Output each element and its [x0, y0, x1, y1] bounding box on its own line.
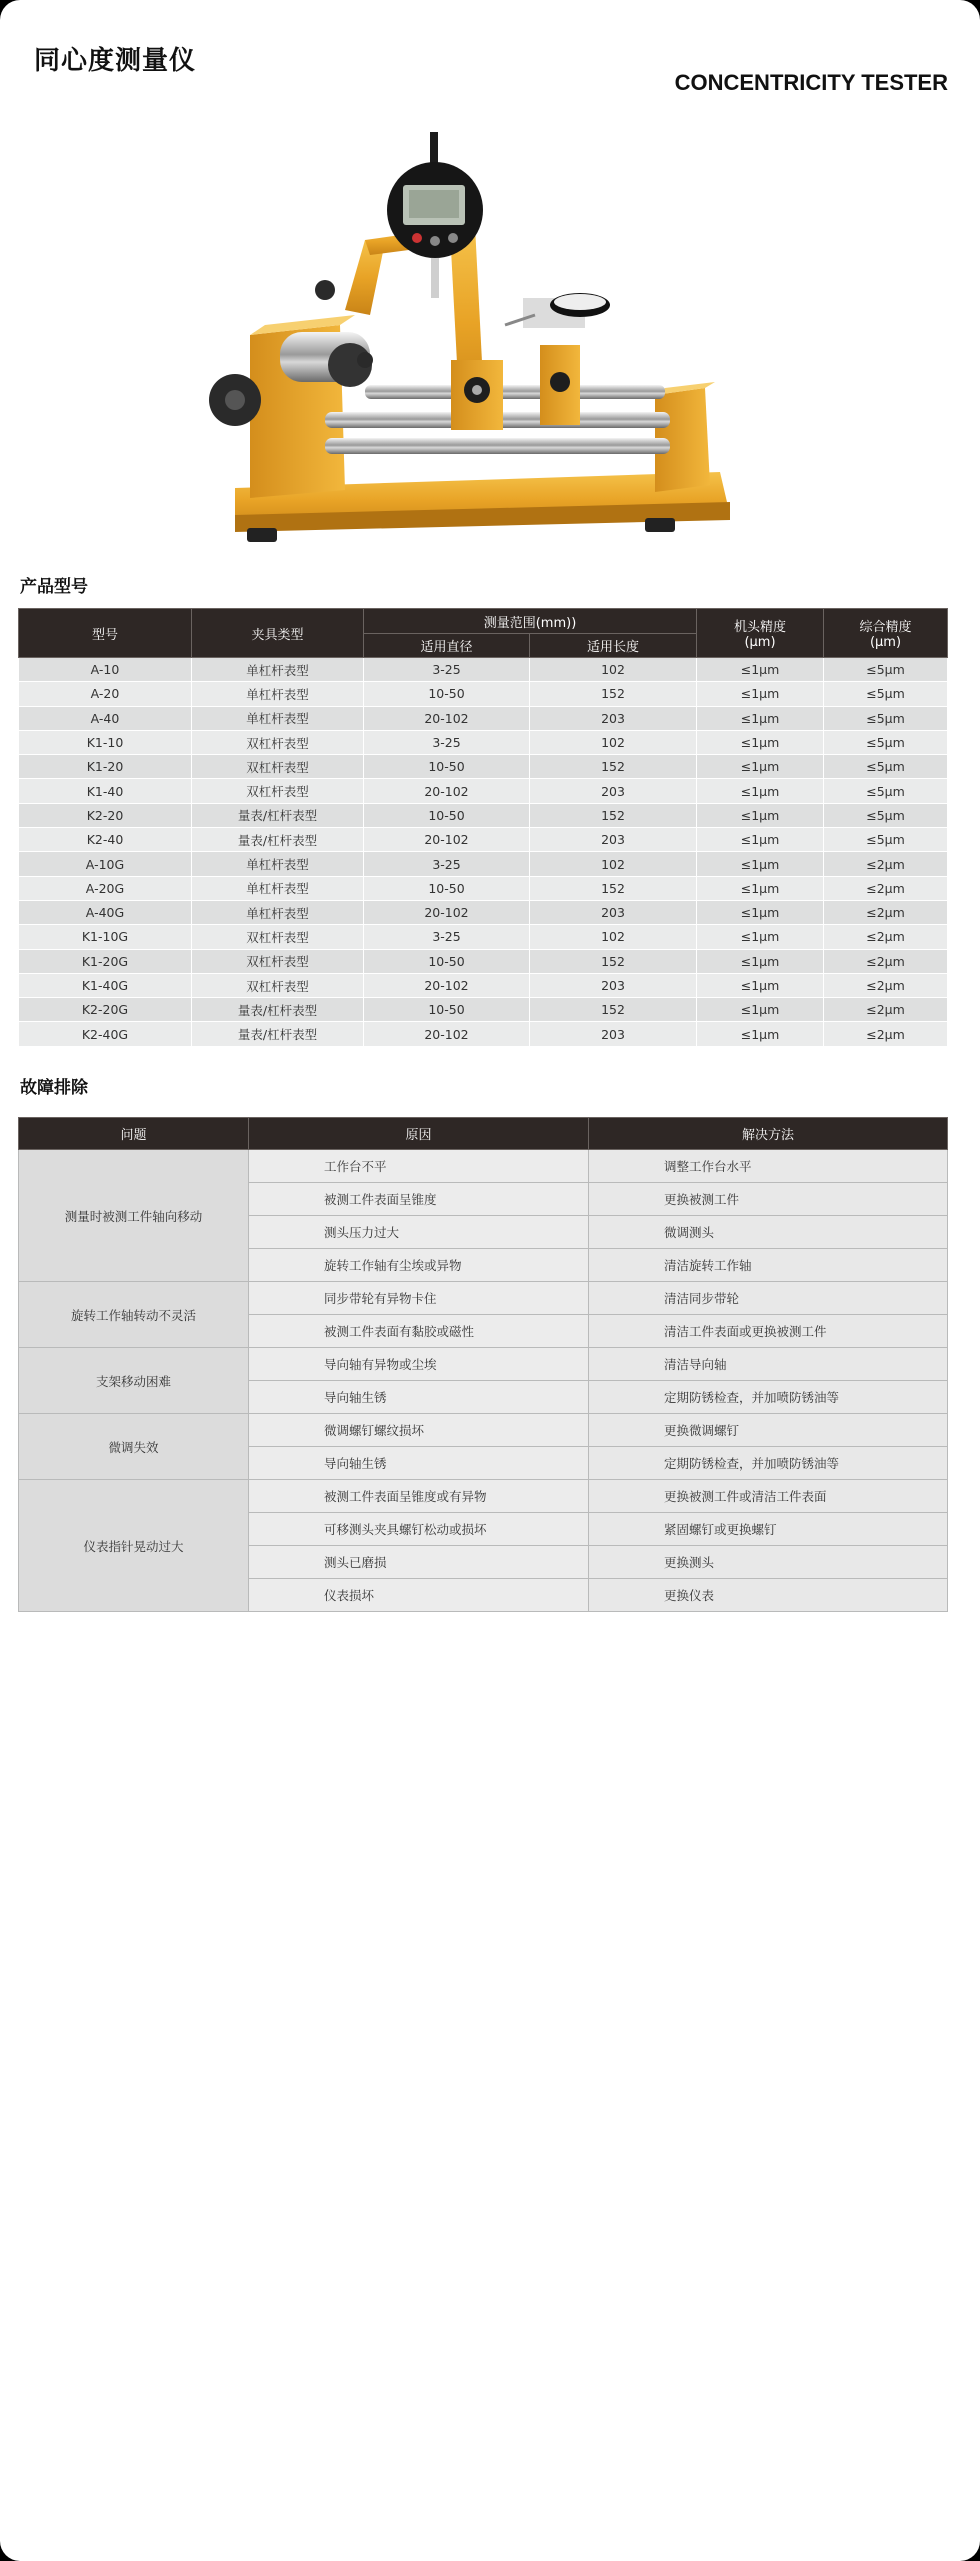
- cell-solution: 调整工作台水平: [589, 1150, 948, 1183]
- product-photo: [205, 120, 745, 560]
- cell-problem: 仪表指针晃动过大: [19, 1480, 249, 1612]
- cell-head-precision: ≤1μm: [697, 730, 824, 754]
- cell-cause: 测头压力过大: [249, 1216, 589, 1249]
- col-header-overall-precision-line2: (μm): [869, 635, 902, 650]
- cell-length: 152: [530, 682, 697, 706]
- cell-head-precision: ≤1μm: [697, 925, 824, 949]
- cell-problem: 支架移动困难: [19, 1348, 249, 1414]
- cell-overall-precision: ≤5μm: [824, 658, 948, 682]
- col-header-head-precision: [697, 609, 824, 658]
- cell-head-precision: ≤1μm: [697, 876, 824, 900]
- col-header-problem: 问题: [19, 1118, 249, 1150]
- troubleshooting-section-title: 故障排除: [20, 1078, 88, 1098]
- cell-head-precision: ≤1μm: [697, 1022, 824, 1046]
- cell-overall-precision: ≤2μm: [824, 876, 948, 900]
- cell-diameter: 20-102: [364, 828, 530, 852]
- cell-solution: 更换微调螺钉: [589, 1414, 948, 1447]
- troubleshooting-table-body: [19, 1150, 948, 1612]
- col-header-diameter: 适用直径: [364, 634, 530, 658]
- cell-model: K2-20G: [19, 998, 192, 1022]
- table-row: [19, 682, 948, 706]
- cell-head-precision: ≤1μm: [697, 779, 824, 803]
- cell-overall-precision: ≤5μm: [824, 803, 948, 827]
- cell-solution: 更换测头: [589, 1546, 948, 1579]
- cell-clamp: 双杠杆表型: [192, 755, 364, 779]
- cell-solution: 清洁导向轴: [589, 1348, 948, 1381]
- cell-model: K1-40G: [19, 973, 192, 997]
- cell-overall-precision: ≤2μm: [824, 949, 948, 973]
- cell-cause: 导向轴生锈: [249, 1447, 589, 1480]
- cell-length: 203: [530, 779, 697, 803]
- cell-model: K2-40G: [19, 1022, 192, 1046]
- cell-problem: 测量时被测工件轴向移动: [19, 1150, 249, 1282]
- cell-diameter: 20-102: [364, 900, 530, 924]
- troubleshooting-table: [18, 1117, 948, 1612]
- cell-model: A-10: [19, 658, 192, 682]
- cell-length: 203: [530, 706, 697, 730]
- cell-cause: 可移测头夹具螺钉松动或损坏: [249, 1513, 589, 1546]
- table-row: [19, 658, 948, 682]
- cell-overall-precision: ≤5μm: [824, 779, 948, 803]
- cell-overall-precision: ≤5μm: [824, 706, 948, 730]
- cell-clamp: 双杠杆表型: [192, 779, 364, 803]
- cell-overall-precision: ≤2μm: [824, 925, 948, 949]
- cell-solution: 更换被测工件或清洁工件表面: [589, 1480, 948, 1513]
- cell-diameter: 3-25: [364, 925, 530, 949]
- cell-solution: 定期防锈检查，并加喷防锈油等: [589, 1447, 948, 1480]
- cell-length: 203: [530, 900, 697, 924]
- cell-diameter: 20-102: [364, 1022, 530, 1046]
- cell-cause: 同步带轮有异物卡住: [249, 1282, 589, 1315]
- cell-length: 152: [530, 876, 697, 900]
- cell-solution: 清洁工件表面或更换被测工件: [589, 1315, 948, 1348]
- table-row: [19, 949, 948, 973]
- cell-cause: 被测工件表面呈锥度或有异物: [249, 1480, 589, 1513]
- cell-overall-precision: ≤5μm: [824, 682, 948, 706]
- table-row: [19, 730, 948, 754]
- cell-length: 152: [530, 803, 697, 827]
- cell-head-precision: ≤1μm: [697, 900, 824, 924]
- specs-table-body: [19, 658, 948, 1047]
- cell-cause: 工作台不平: [249, 1150, 589, 1183]
- table-row: [19, 779, 948, 803]
- cell-head-precision: ≤1μm: [697, 706, 824, 730]
- cell-model: K1-40: [19, 779, 192, 803]
- cell-diameter: 10-50: [364, 876, 530, 900]
- table-row: [19, 973, 948, 997]
- specs-table: [18, 608, 948, 1047]
- table-row: [19, 1414, 948, 1447]
- cell-problem: 微调失效: [19, 1414, 249, 1480]
- cell-clamp: 双杠杆表型: [192, 925, 364, 949]
- cell-model: A-40: [19, 706, 192, 730]
- cell-solution: 紧固螺钉或更换螺钉: [589, 1513, 948, 1546]
- cell-clamp: 单杠杆表型: [192, 876, 364, 900]
- table-row: [19, 755, 948, 779]
- table-row: [19, 803, 948, 827]
- col-header-overall-precision-line1: 综合精度: [859, 620, 912, 635]
- cell-diameter: 10-50: [364, 949, 530, 973]
- cell-overall-precision: ≤2μm: [824, 973, 948, 997]
- col-header-clamp: 夹具类型: [192, 609, 364, 658]
- cell-solution: 定期防锈检查，并加喷防锈油等: [589, 1381, 948, 1414]
- cell-diameter: 3-25: [364, 658, 530, 682]
- cell-length: 102: [530, 925, 697, 949]
- table-row: [19, 1480, 948, 1513]
- cell-length: 203: [530, 973, 697, 997]
- cell-model: A-40G: [19, 900, 192, 924]
- cell-head-precision: ≤1μm: [697, 973, 824, 997]
- cell-model: A-20: [19, 682, 192, 706]
- page-title: 同心度测量仪: [34, 46, 197, 76]
- cell-overall-precision: ≤2μm: [824, 998, 948, 1022]
- cell-diameter: 10-50: [364, 682, 530, 706]
- table-row: [19, 852, 948, 876]
- cell-overall-precision: ≤2μm: [824, 900, 948, 924]
- cell-model: K2-40: [19, 828, 192, 852]
- table-row: [19, 998, 948, 1022]
- cell-solution: 清洁旋转工作轴: [589, 1249, 948, 1282]
- table-row: [19, 706, 948, 730]
- table-row: [19, 876, 948, 900]
- cell-diameter: 20-102: [364, 779, 530, 803]
- cell-head-precision: ≤1μm: [697, 658, 824, 682]
- cell-diameter: 3-25: [364, 852, 530, 876]
- cell-diameter: 10-50: [364, 755, 530, 779]
- cell-solution: 更换被测工件: [589, 1183, 948, 1216]
- cell-problem: 旋转工作轴转动不灵活: [19, 1282, 249, 1348]
- cell-clamp: 双杠杆表型: [192, 730, 364, 754]
- cell-clamp: 量表/杠杆表型: [192, 1022, 364, 1046]
- table-row: [19, 900, 948, 924]
- cell-overall-precision: ≤5μm: [824, 730, 948, 754]
- table-row: [19, 1348, 948, 1381]
- cell-length: 102: [530, 730, 697, 754]
- col-header-overall-precision: [824, 609, 948, 658]
- cell-clamp: 双杠杆表型: [192, 973, 364, 997]
- cell-length: 203: [530, 828, 697, 852]
- cell-model: A-20G: [19, 876, 192, 900]
- col-header-head-precision-line2: (μm): [744, 635, 776, 650]
- cell-model: K1-10G: [19, 925, 192, 949]
- cell-cause: 旋转工作轴有尘埃或异物: [249, 1249, 589, 1282]
- cell-head-precision: ≤1μm: [697, 949, 824, 973]
- cell-clamp: 单杠杆表型: [192, 682, 364, 706]
- cell-clamp: 量表/杠杆表型: [192, 998, 364, 1022]
- table-row: [19, 925, 948, 949]
- cell-cause: 测头已磨损: [249, 1546, 589, 1579]
- cell-clamp: 双杠杆表型: [192, 949, 364, 973]
- col-header-cause: 原因: [249, 1118, 589, 1150]
- col-header-range: 测量范围(mm)): [364, 609, 697, 634]
- col-header-length: 适用长度: [530, 634, 697, 658]
- cell-diameter: 10-50: [364, 803, 530, 827]
- cell-solution: 更换仪表: [589, 1579, 948, 1612]
- col-header-solution: 解决方法: [589, 1118, 948, 1150]
- cell-length: 102: [530, 658, 697, 682]
- cell-length: 102: [530, 852, 697, 876]
- cell-cause: 微调螺钉螺纹损坏: [249, 1414, 589, 1447]
- col-header-head-precision-line1: 机头精度: [734, 620, 787, 635]
- cell-model: K1-20G: [19, 949, 192, 973]
- specs-section-title: 产品型号: [20, 577, 88, 597]
- cell-clamp: 单杠杆表型: [192, 900, 364, 924]
- cell-solution: 清洁同步带轮: [589, 1282, 948, 1315]
- table-row: [19, 1022, 948, 1046]
- cell-cause: 被测工件表面有黏胶或磁性: [249, 1315, 589, 1348]
- cell-length: 203: [530, 1022, 697, 1046]
- cell-cause: 导向轴生锈: [249, 1381, 589, 1414]
- cell-clamp: 单杠杆表型: [192, 852, 364, 876]
- cell-diameter: 20-102: [364, 706, 530, 730]
- table-row: [19, 1282, 948, 1315]
- cell-solution: 微调测头: [589, 1216, 948, 1249]
- cell-overall-precision: ≤2μm: [824, 1022, 948, 1046]
- table-row: [19, 1150, 948, 1183]
- cell-diameter: 20-102: [364, 973, 530, 997]
- cell-overall-precision: ≤5μm: [824, 828, 948, 852]
- cell-diameter: 3-25: [364, 730, 530, 754]
- cell-model: A-10G: [19, 852, 192, 876]
- cell-length: 152: [530, 949, 697, 973]
- col-header-model: 型号: [19, 609, 192, 658]
- cell-overall-precision: ≤5μm: [824, 755, 948, 779]
- cell-clamp: 量表/杠杆表型: [192, 803, 364, 827]
- page-subtitle: CONCENTRICITY TESTER: [674, 70, 948, 95]
- cell-clamp: 量表/杠杆表型: [192, 828, 364, 852]
- cell-model: K2-20: [19, 803, 192, 827]
- cell-head-precision: ≤1μm: [697, 803, 824, 827]
- cell-head-precision: ≤1μm: [697, 828, 824, 852]
- cell-head-precision: ≤1μm: [697, 682, 824, 706]
- cell-diameter: 10-50: [364, 998, 530, 1022]
- cell-head-precision: ≤1μm: [697, 755, 824, 779]
- cell-cause: 导向轴有异物或尘埃: [249, 1348, 589, 1381]
- cell-model: K1-20: [19, 755, 192, 779]
- cell-overall-precision: ≤2μm: [824, 852, 948, 876]
- cell-head-precision: ≤1μm: [697, 998, 824, 1022]
- cell-head-precision: ≤1μm: [697, 852, 824, 876]
- cell-clamp: 单杠杆表型: [192, 706, 364, 730]
- cell-clamp: 单杠杆表型: [192, 658, 364, 682]
- cell-cause: 被测工件表面呈锥度: [249, 1183, 589, 1216]
- cell-cause: 仪表损坏: [249, 1579, 589, 1612]
- cell-length: 152: [530, 755, 697, 779]
- table-row: [19, 828, 948, 852]
- cell-length: 152: [530, 998, 697, 1022]
- cell-model: K1-10: [19, 730, 192, 754]
